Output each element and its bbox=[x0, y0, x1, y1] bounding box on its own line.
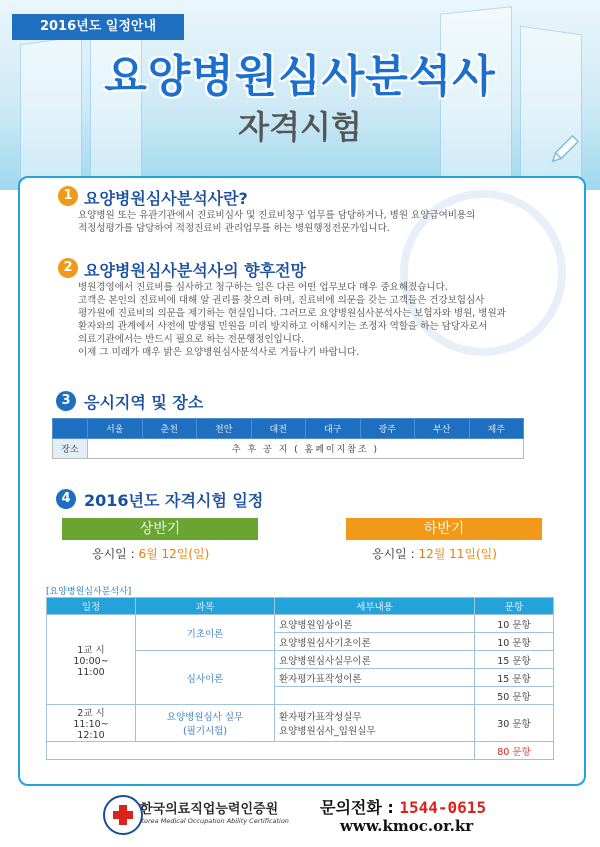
header-cell: 세부내용 bbox=[275, 598, 475, 615]
paragraph-line: 적정성평가를 담당하여 적정진료비 관리업무를 하는 병원행정전문가입니다. bbox=[78, 223, 390, 234]
region-cell: 춘천 bbox=[142, 419, 197, 439]
second-half-date bbox=[372, 545, 497, 562]
section-3-number: 3 bbox=[56, 391, 76, 411]
detail-cell: 환자평가표작성실무 요양병원심사_입원실무 bbox=[275, 705, 475, 742]
header-banner bbox=[0, 0, 600, 190]
date-prefix: 응시일 : bbox=[92, 547, 139, 561]
section-1-body bbox=[78, 209, 475, 235]
section-4-title: 2016년도 자격시험 일정 bbox=[84, 491, 264, 510]
region-table bbox=[52, 418, 524, 459]
detail-cell: 환자평가표작성이론 bbox=[275, 669, 475, 687]
region-header-row bbox=[53, 419, 524, 439]
second-half-bar: 하반기 bbox=[346, 518, 542, 540]
page-title: 요양병원심사분석사 bbox=[104, 51, 496, 102]
organization-name: 한국의료직업능력인증원 bbox=[140, 802, 279, 817]
venue-label: 장소 bbox=[53, 439, 88, 459]
section-1-title: 요양병원심사분석사란? bbox=[84, 189, 248, 208]
schedule-badge: 2016년도 일정안내 bbox=[12, 14, 184, 40]
medical-cross-icon bbox=[105, 797, 141, 833]
count-cell: 15 문항 bbox=[475, 651, 554, 669]
section-4-number: 4 bbox=[56, 489, 76, 509]
period-cell: 2교 시 11:10~ 12:10 bbox=[47, 705, 136, 742]
header-cell: 문항 bbox=[475, 598, 554, 615]
schedule-header-row bbox=[47, 598, 554, 615]
table-row bbox=[47, 705, 554, 742]
detail-cell: 요양병원심사기초이론 bbox=[275, 633, 475, 651]
header-cell: 일정 bbox=[47, 598, 136, 615]
paragraph-line: 병원경영에서 진료비를 심사하고 청구하는 일은 다른 어떤 업무보다 매우 중요해졌습니다. bbox=[78, 282, 448, 293]
region-cell: 천안 bbox=[197, 419, 252, 439]
pencil-icon bbox=[546, 132, 582, 168]
first-half-date bbox=[92, 545, 209, 562]
region-cell: 대구 bbox=[306, 419, 361, 439]
section-1-number: 1 bbox=[58, 186, 78, 206]
total-row bbox=[47, 742, 554, 760]
region-cell: 부산 bbox=[415, 419, 470, 439]
region-cell: 제주 bbox=[469, 419, 524, 439]
schedule-caption: [요양병원심사분석사] bbox=[46, 587, 132, 597]
paragraph-line: 고객은 본인의 진료비에 대해 알 권리를 찾으려 하며, 진료비에 의문을 갖는 고객들은 건강보험심사 bbox=[78, 295, 485, 306]
paragraph-line: 요양병원 또는 유관기관에서 진료비심사 및 진료비청구 업무를 담당하거나, 병원 요양급여비용의 bbox=[78, 210, 476, 221]
date-prefix: 응시일 : bbox=[372, 547, 419, 561]
subject-cell: 요양병원심사 실무 (필기시험) bbox=[136, 705, 275, 742]
region-cell: 서울 bbox=[88, 419, 143, 439]
count-cell: 15 문항 bbox=[475, 669, 554, 687]
date-value: 12월 11일(일) bbox=[418, 547, 497, 561]
count-cell: 30 문항 bbox=[475, 705, 554, 742]
phone-label: 문의전화 : bbox=[320, 798, 400, 817]
subject-cell: 심사이론 bbox=[136, 651, 275, 705]
page-subtitle: 자격시험 bbox=[238, 108, 362, 146]
table-row bbox=[47, 615, 554, 633]
detail-cell bbox=[275, 687, 475, 705]
contact-phone bbox=[320, 795, 486, 818]
first-half-bar: 상반기 bbox=[62, 518, 258, 540]
region-cell: 대전 bbox=[251, 419, 306, 439]
paragraph-line: 이제 그 미래가 매우 밝은 요양병원심사분석사로 거듭나기 바랍니다. bbox=[78, 347, 360, 358]
section-2-body bbox=[78, 281, 506, 359]
count-cell: 10 문항 bbox=[475, 633, 554, 651]
detail-cell: 요양병원임상이론 bbox=[275, 615, 475, 633]
section-2-title: 요양병원심사분석사의 향후전망 bbox=[84, 261, 306, 280]
organization-logo-icon bbox=[103, 795, 143, 835]
venue-row bbox=[53, 439, 524, 459]
period-cell: 1교 시 10:00~ 11:00 bbox=[47, 615, 136, 705]
count-cell: 50 문항 bbox=[475, 687, 554, 705]
section-2-number: 2 bbox=[58, 258, 78, 278]
detail-cell: 요양병원심사실무이론 bbox=[275, 651, 475, 669]
empty-cell bbox=[53, 419, 88, 439]
subject-cell: 기초이론 bbox=[136, 615, 275, 651]
venue-value: 추 후 공 지 ( 홈페이지참조 ) bbox=[88, 439, 524, 459]
phone-number: 1544-0615 bbox=[399, 798, 487, 817]
website-url: www.kmoc.or.kr bbox=[340, 817, 474, 835]
paragraph-line: 평가원에 진료비의 의문을 제기하는 현실입니다. 그러므로 요양병원심사분석사는 보험자와 병원, 병원과 bbox=[78, 308, 506, 319]
schedule-table bbox=[46, 597, 554, 760]
paragraph-line: 의료기관에서는 반드시 필요로 하는 전문행정인입니다. bbox=[78, 334, 305, 345]
header-cell: 과목 bbox=[136, 598, 275, 615]
date-value: 6월 12일(일) bbox=[138, 547, 210, 561]
section-3-title: 응시지역 및 장소 bbox=[84, 393, 204, 412]
total-spacer bbox=[47, 742, 475, 760]
paragraph-line: 환자와의 관계에서 사전에 발생될 민원을 미리 방지하고 이해시키는 조정자 역할을 하는 담당자로서 bbox=[78, 321, 488, 332]
organization-name-english: Korea Medical Occupation Ability Certification bbox=[140, 817, 289, 825]
count-cell: 10 문항 bbox=[475, 615, 554, 633]
total-count-cell: 80 문항 bbox=[475, 742, 554, 760]
region-cell: 광주 bbox=[360, 419, 415, 439]
